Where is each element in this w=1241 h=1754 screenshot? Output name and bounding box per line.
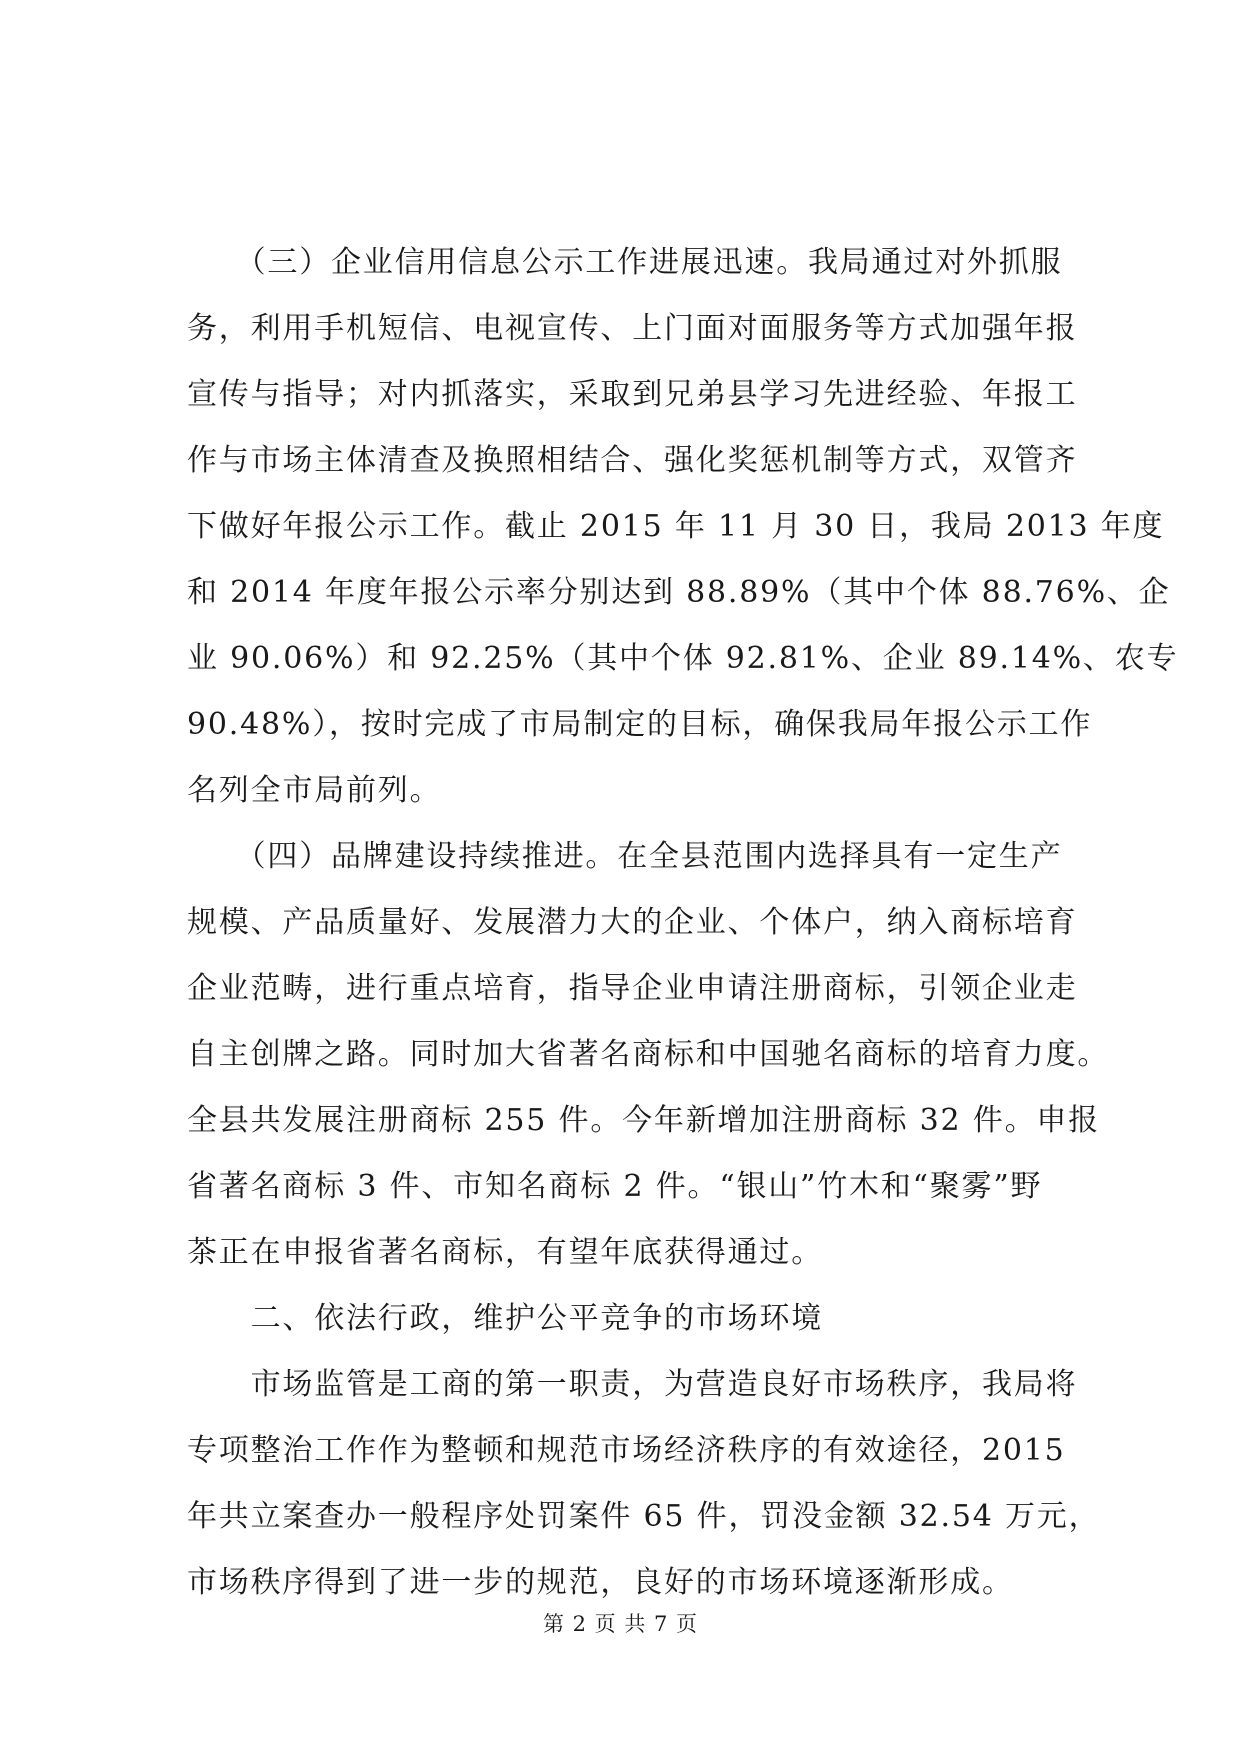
text-line: 专项整治工作作为整顿和规范市场经济秩序的有效途径，2015 (187, 1433, 1066, 1468)
text-line: 务，利用手机短信、电视宣传、上门面对面服务等方式加强年报 (187, 311, 1078, 346)
text-line: 下做好年报公示工作。截止 2015 年 11 月 30 日，我局 2013 年度 (187, 509, 1165, 544)
text-line: 和 2014 年度年报公示率分别达到 88.89%（其中个体 88.76%、企 (187, 575, 1171, 610)
page-number-footer: 第 2 页 共 7 页 (542, 1612, 699, 1636)
text-line: 茶正在申报省著名商标，有望年底获得通过。 (187, 1235, 823, 1270)
document-body (187, 230, 1179, 1616)
text-line: 年共立案查办一般程序处罚案件 65 件，罚没金额 32.54 万元， (187, 1499, 1101, 1534)
text-line: 市场秩序得到了进一步的规范，良好的市场环境逐渐形成。 (187, 1565, 1014, 1600)
text-line: （三）企业信用信息公示工作进展迅速。我局通过对外抓服 (187, 245, 1063, 280)
text-line: 作与市场主体清查及换照相结合、强化奖惩机制等方式，双管齐 (187, 443, 1078, 478)
text-line: 全县共发展注册商标 255 件。今年新增加注册商标 32 件。申报 (187, 1103, 1100, 1138)
text-line: 名列全市局前列。 (187, 773, 442, 808)
text-line: 业 90.06%）和 92.25%（其中个体 92.81%、企业 89.14%、农专 (187, 641, 1179, 676)
section-heading: 二、依法行政，维护公平竞争的市场环境 (187, 1301, 823, 1336)
text-line: 90.48%），按时完成了市局制定的目标，确保我局年报公示工作 (187, 707, 1093, 742)
text-line: 宣传与指导；对内抓落实，采取到兄弟县学习先进经验、年报工 (187, 377, 1078, 412)
text-line: 规模、产品质量好、发展潜力大的企业、个体户，纳入商标培育 (187, 905, 1078, 940)
text-line: 市场监管是工商的第一职责，为营造良好市场秩序，我局将 (187, 1367, 1078, 1402)
text-line: 企业范畴，进行重点培育，指导企业申请注册商标，引领企业走 (187, 971, 1078, 1006)
text-line: 省著名商标 3 件、市知名商标 2 件。“银山”竹木和“聚雾”野 (187, 1169, 1043, 1204)
text-line: 自主创牌之路。同时加大省著名商标和中国驰名商标的培育力度。 (187, 1037, 1110, 1072)
text-line: （四）品牌建设持续推进。在全县范围内选择具有一定生产 (187, 839, 1063, 874)
